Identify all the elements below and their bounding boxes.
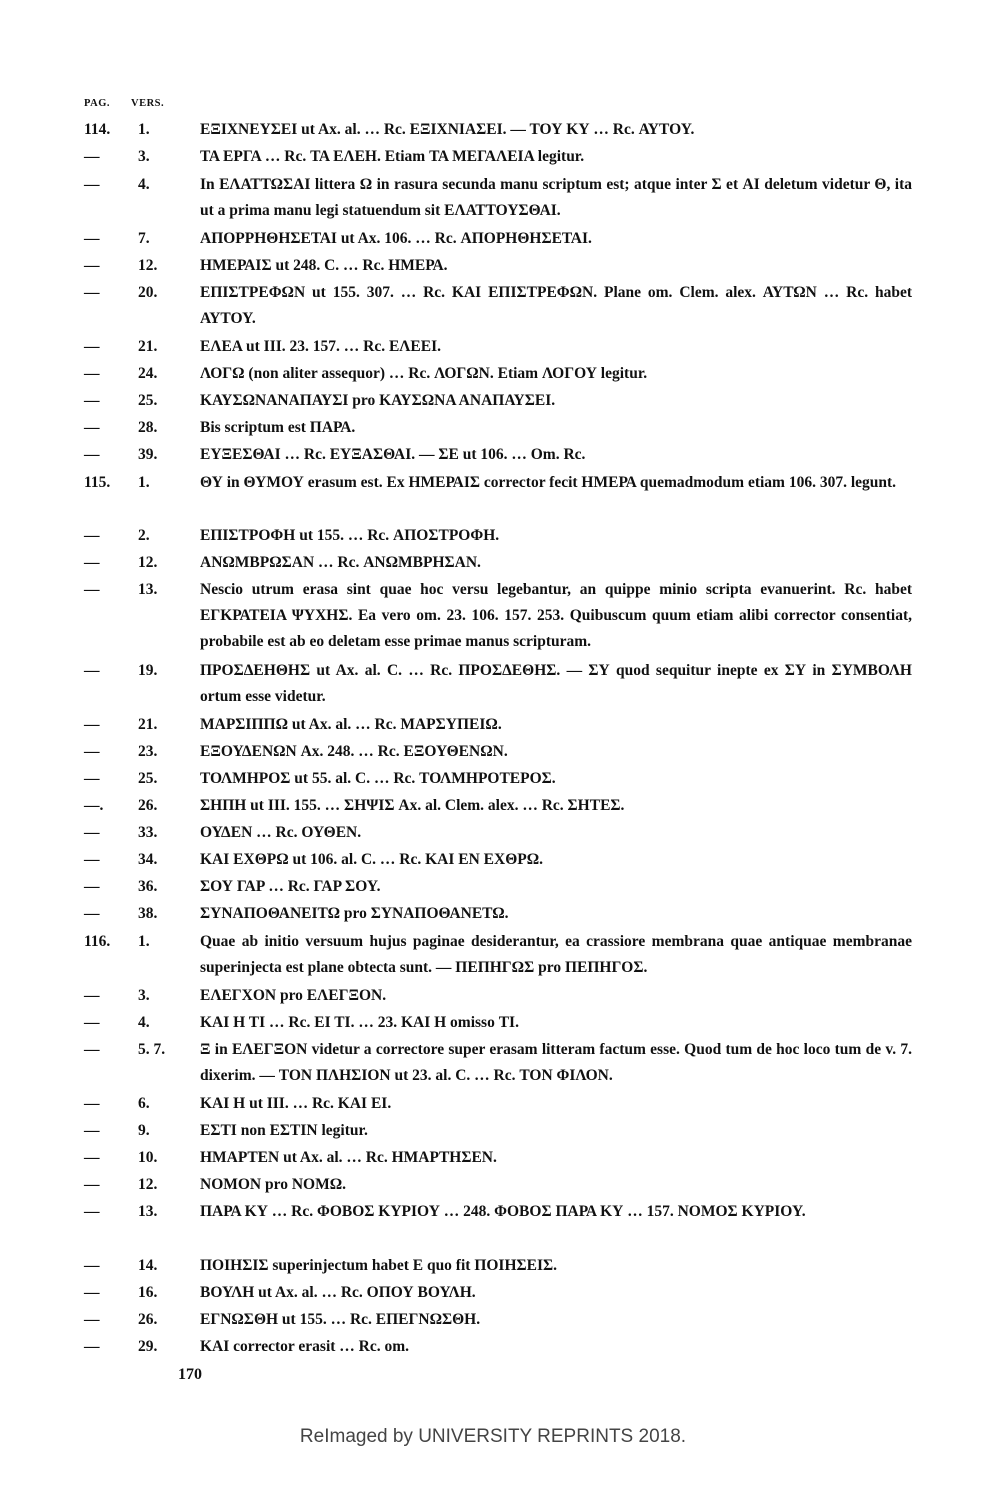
entry-text: ΚΑΙ corrector erasit … Rc. om. (200, 1338, 410, 1355)
verse-ref: 38. (138, 905, 158, 922)
page-ref: — (84, 1284, 100, 1301)
entry-text: ΕΛΕΓΧΟΝ pro ΕΛΕΓΞΟΝ. (200, 987, 387, 1004)
page-ref: — (84, 662, 100, 679)
entry-text: ΕΠΙΣΤΡΟΦΗ ut 155. … Rc. ΑΠΟΣΤΡΟΦΗ. (200, 527, 500, 544)
column-header-vers: VERS. (131, 98, 165, 109)
verse-ref: 13. (138, 581, 158, 598)
entry-text: ΣΟΥ ΓΑΡ … Rc. ΓΑΡ ΣΟΥ. (200, 878, 381, 895)
verse-ref: 21. (138, 338, 158, 355)
entry-text: ΠΟΙΗΣΙΣ superinjectum habet Ε quo fit ΠΟΙΗΣΕΙΣ. (200, 1257, 558, 1274)
verse-ref: 12. (138, 1176, 158, 1193)
verse-ref: 21. (138, 716, 158, 733)
verse-ref: 39. (138, 446, 158, 463)
page-ref: — (84, 230, 100, 247)
verse-ref: 7. (138, 230, 150, 247)
entry-text: ΟΥΔΕΝ … Rc. ΟΥΘΕΝ. (200, 824, 362, 841)
page-ref: — (84, 392, 100, 409)
verse-ref: 12. (138, 554, 158, 571)
entry-text: ΜΑΡΣΙΠΠΩ ut Ax. al. … Rc. ΜΑΡΣΥΠΕΙΩ. (200, 716, 502, 733)
page-ref: — (84, 1122, 100, 1139)
entry-text: ΚΑΙ Η ut III. … Rc. ΚΑΙ ΕΙ. (200, 1095, 392, 1112)
verse-ref: 19. (138, 662, 158, 679)
entry-text: ΛΟΓΩ (non aliter assequor) … Rc. ΛΟΓΩΝ. Etiam ΛΟΓΟΥ legitur. (200, 365, 648, 382)
reprint-credit: ReImaged by UNIVERSITY REPRINTS 2018. (299, 1426, 687, 1447)
verse-ref: 1. (138, 121, 150, 138)
entry-text: ΣΗΠΗ ut III. 155. … ΣΗΨΙΣ Ax. al. Clem. alex. … Rc. ΣΗΤΕΣ. (200, 797, 625, 814)
verse-ref: 9. (138, 1122, 150, 1139)
entry-text: ΚΑΥΣΩΝΑΝΑΠΑΥΣΙ pro ΚΑΥΣΩΝΑ ΑΝΑΠΑΥΣΕΙ. (200, 392, 556, 409)
verse-ref: 16. (138, 1284, 158, 1301)
verse-ref: 3. (138, 148, 150, 165)
page-ref: — (84, 338, 100, 355)
page-ref: — (84, 1311, 100, 1328)
page-ref: — (84, 905, 100, 922)
entry-text: ΗΜΕΡΑΙΣ ut 248. C. … Rc. ΗΜΕΡΑ. (200, 257, 448, 274)
verse-ref: 13. (138, 1203, 158, 1220)
entry-text: ΕΞΙΧΝΕΥΣΕΙ ut Ax. al. … Rc. ΕΞΙΧΝΙΑΣΕΙ. — ΤΟΥ ΚΥ … Rc. ΑΥΤΟΥ. (200, 121, 695, 138)
verse-ref: 29. (138, 1338, 158, 1355)
entry-text: ΚΑΙ ΕΧΘΡΩ ut 106. al. C. … Rc. ΚΑΙ ΕΝ ΕΧΘΡΩ. (200, 851, 544, 868)
verse-ref: 23. (138, 743, 158, 760)
entry-text: ΠΡΟΣΔΕΗΘΗΣ ut Ax. al. C. … Rc. ΠΡΟΣΔΕΘΗΣ. — ΣΥ quod sequitur inepte ex ΣΥ in ΣΥΜΒΟΛΗ ortum esse videtur. (200, 662, 912, 706)
page-ref: — (84, 1176, 100, 1193)
verse-ref: 4. (138, 1014, 150, 1031)
page-ref: — (84, 878, 100, 895)
verse-ref: 3. (138, 987, 150, 1004)
page-ref: — (84, 446, 100, 463)
verse-ref: 28. (138, 419, 158, 436)
entry-text: ΤΑ ΕΡΓΑ … Rc. ΤΑ ΕΛΕΗ. Etiam ΤΑ ΜΕΓΑΛΕΙΑ legitur. (200, 148, 585, 165)
page-ref: 114. (84, 121, 111, 138)
page-number: 170 (178, 1366, 202, 1383)
page-ref: — (84, 284, 100, 301)
verse-ref: 25. (138, 770, 158, 787)
entry-text: ΤΟΛΜΗΡΟΣ ut 55. al. C. … Rc. ΤΟΛΜΗΡΟΤΕΡΟΣ. (200, 770, 556, 787)
entry-text: Quae ab initio versuum hujus paginae desiderantur, ea crassiore membrana quae antiquae membranae superinjecta est plane obtecta sunt. — ΠΕΠΗΓΩΣ pro ΠΕΠΗΓΟΣ. (200, 933, 912, 977)
page-ref: — (84, 419, 100, 436)
entry-text: ΝΟΜΟΝ pro ΝΟΜΩ. (200, 1176, 347, 1193)
page-ref: — (84, 1041, 100, 1058)
verse-ref: 4. (138, 176, 150, 193)
verse-ref: 5. 7. (138, 1041, 166, 1058)
entry-text: ΒΟΥΛΗ ut Ax. al. … Rc. ΟΠΟΥ ΒΟΥΛΗ. (200, 1284, 476, 1301)
entry-text: ΘΥ in ΘΥΜΟΥ erasum est. Ex ΗΜΕΡΑΙΣ corrector fecit ΗΜΕΡΑ quemadmodum etiam 106. 307. legunt. (200, 474, 897, 491)
verse-ref: 2. (138, 527, 150, 544)
entry-text: ΑΝΩΜΒΡΩΣΑΝ … Rc. ΑΝΩΜΒΡΗΣΑΝ. (200, 554, 481, 571)
page-ref: — (84, 851, 100, 868)
page-ref: — (84, 1149, 100, 1166)
page-ref: — (84, 1203, 100, 1220)
page-ref: — (84, 527, 100, 544)
entry-text: ΕΓΝΩΣΘΗ ut 155. … Rc. ΕΠΕΓΝΩΣΘΗ. (200, 1311, 481, 1328)
page-ref: —. (84, 797, 104, 814)
page-ref: — (84, 770, 100, 787)
entry-text: Bis scriptum est ΠΑΡΑ. (200, 419, 356, 436)
verse-ref: 14. (138, 1257, 158, 1274)
verse-ref: 33. (138, 824, 158, 841)
verse-ref: 1. (138, 933, 150, 950)
verse-ref: 1. (138, 474, 150, 491)
verse-ref: 26. (138, 797, 158, 814)
verse-ref: 12. (138, 257, 158, 274)
entry-text: Ξ in ΕΛΕΓΞΟΝ videtur a correctore super erasam litteram factum esse. Quod tum de hoc loco tum de v. 7. dixerim. — ΤΟΝ ΠΛΗΣΙΟΝ ut 23. al. C. … Rc. ΤΟΝ ΦΙΛΟΝ. (200, 1041, 912, 1085)
entry-text: ΗΜΑΡΤΕΝ ut Ax. al. … Rc. ΗΜΑΡΤΗΣΕΝ. (200, 1149, 497, 1166)
page-ref: — (84, 743, 100, 760)
verse-ref: 10. (138, 1149, 158, 1166)
verse-ref: 6. (138, 1095, 150, 1112)
page-ref: — (84, 824, 100, 841)
entry-text: ΠΑΡΑ ΚΥ … Rc. ΦΟΒΟΣ ΚΥΡΙΟΥ … 248. ΦΟΒΟΣ ΠΑΡΑ ΚΥ … 157. ΝΟΜΟΣ ΚΥΡΙΟΥ. (200, 1203, 806, 1220)
page-ref: — (84, 148, 100, 165)
page-ref: — (84, 365, 100, 382)
verse-ref: 36. (138, 878, 158, 895)
entry-text: ΕΠΙΣΤΡΕΦΩΝ ut 155. 307. … Rc. ΚΑΙ ΕΠΙΣΤΡΕΦΩΝ. Plane om. Clem. alex. ΑΥΤΩΝ … Rc. habet ΑΥΤΟΥ. (200, 284, 912, 328)
verse-ref: 25. (138, 392, 158, 409)
entry-text: ΕΛΕΑ ut III. 23. 157. … Rc. ΕΛΕΕΙ. (200, 338, 441, 355)
verse-ref: 20. (138, 284, 158, 301)
page-ref: — (84, 581, 100, 598)
page-ref: — (84, 987, 100, 1004)
page-ref: — (84, 1095, 100, 1112)
entry-text: ΕΥΞΕΣΘΑΙ … Rc. ΕΥΞΑΣΘΑΙ. — ΣΕ ut 106. … Om. Rc. (200, 446, 586, 463)
entry-text: ΚΑΙ Η ΤΙ … Rc. ΕΙ ΤΙ. … 23. ΚΑΙ Η omisso ΤΙ. (200, 1014, 519, 1031)
page-ref: — (84, 1338, 100, 1355)
verse-ref: 34. (138, 851, 158, 868)
entry-text: ΣΥΝΑΠΟΘΑΝΕΙΤΩ pro ΣΥΝΑΠΟΘΑΝΕΤΩ. (200, 905, 509, 922)
page-ref: — (84, 257, 100, 274)
entry-text: In ΕΛΑΤΤΩΣΑΙ littera Ω in rasura secunda manu scriptum est; atque inter Σ et ΑΙ deletum videtur Θ, ita ut a prima manu legi statuendum sit ΕΛΑΤΤΟΥΣΘΑΙ. (200, 176, 912, 220)
page-ref: — (84, 1014, 100, 1031)
page-ref: — (84, 1257, 100, 1274)
verse-ref: 26. (138, 1311, 158, 1328)
entry-text: ΕΣΤΙ non ΕΣΤΙΝ legitur. (200, 1122, 368, 1139)
page-ref: 115. (84, 474, 111, 491)
page-ref: — (84, 176, 100, 193)
entry-text: ΑΠΟΡΡΗΘΗΣΕΤΑΙ ut Ax. 106. … Rc. ΑΠΟΡΗΘΗΣΕΤΑΙ. (200, 230, 592, 247)
page-ref: 116. (84, 933, 111, 950)
entry-text: Nescio utrum erasa sint quae hoc versu legebantur, an quippe minio scripta evanuerint. Rc. habet ΕΓΚΡΑΤΕΙΑ ΨΥΧΗΣ. Ea vero om. 23. 106. 157. 253. Quibuscum quum etiam alibi corrector consentiat, probabile est ab eo deletam esse primae manus scripturam. (200, 581, 912, 651)
page-ref: — (84, 554, 100, 571)
verse-ref: 24. (138, 365, 158, 382)
page-ref: — (84, 716, 100, 733)
column-header-pag: PAG. (84, 98, 111, 109)
entry-text: ΕΞΟΥΔΕΝΩΝ Ax. 248. … Rc. ΕΞΟΥΘΕΝΩΝ. (200, 743, 508, 760)
